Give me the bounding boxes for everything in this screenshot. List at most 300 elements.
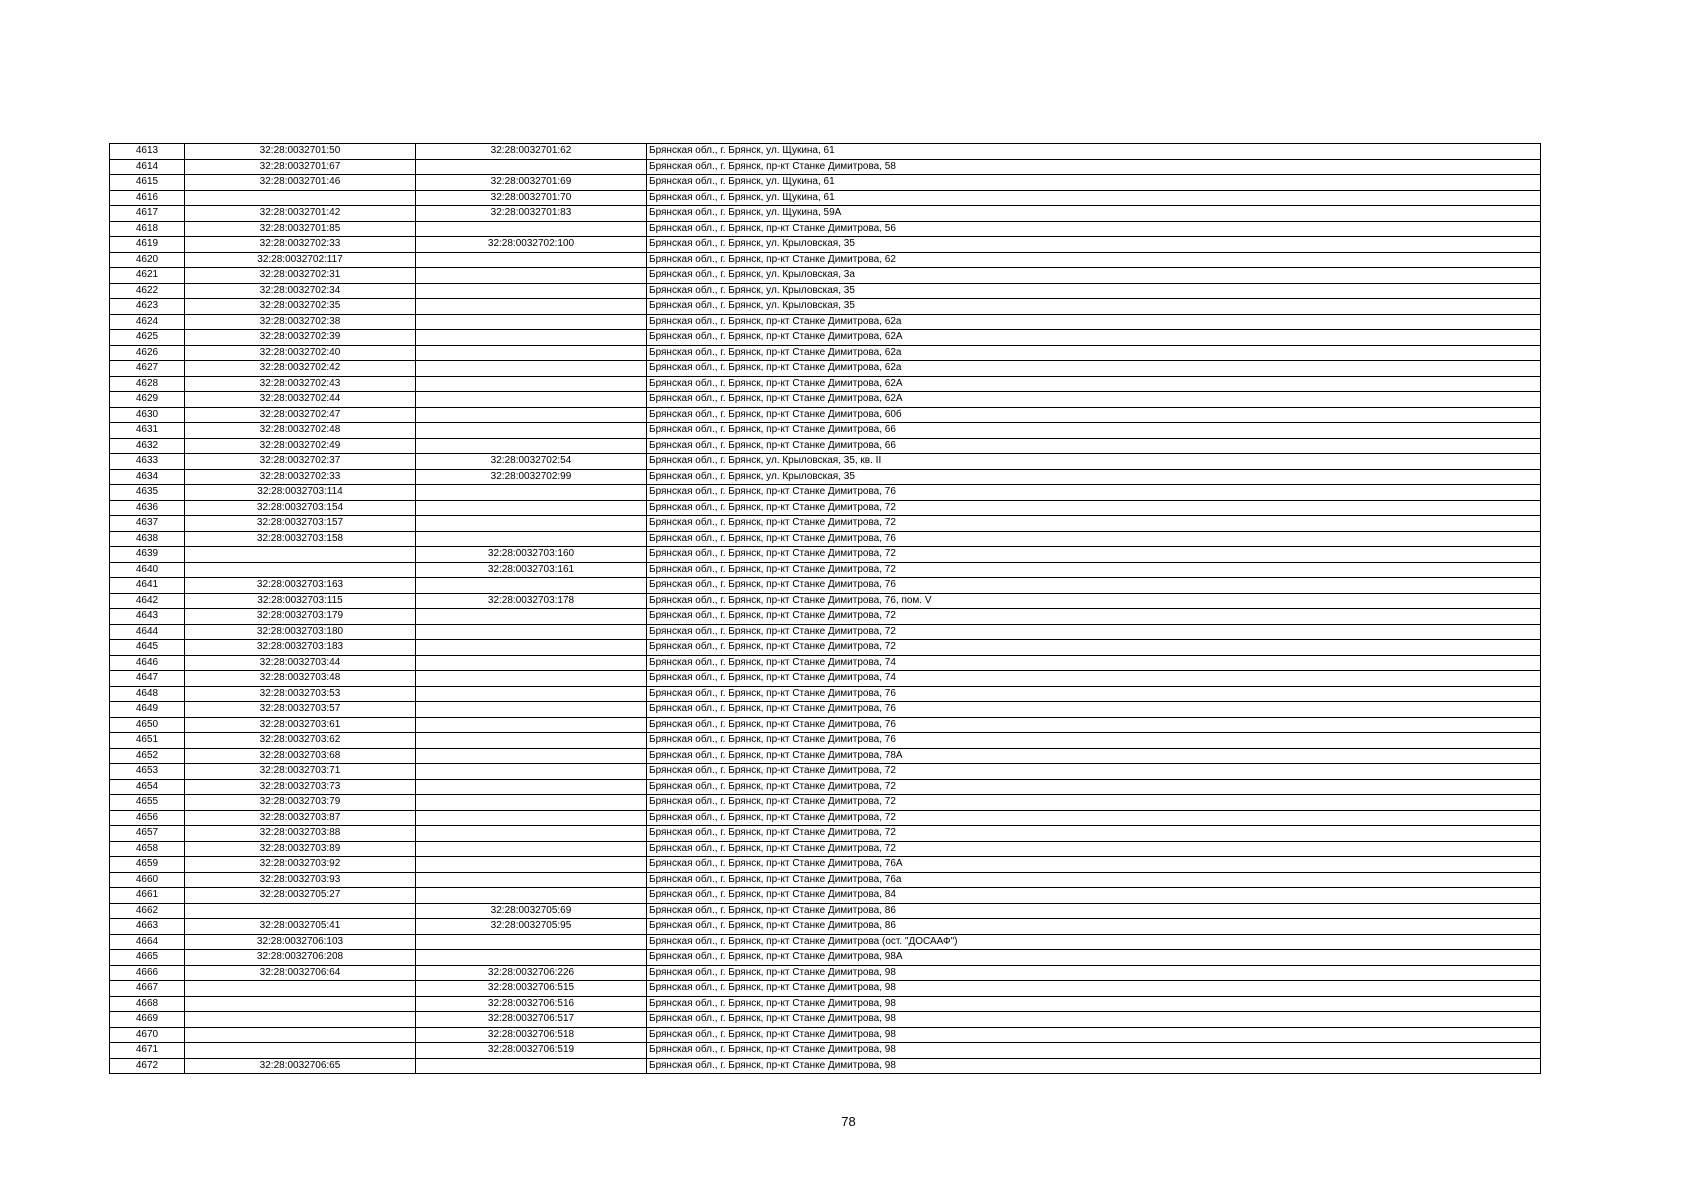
linked-cadastral-number-cell [416, 686, 647, 702]
linked-cadastral-number-cell [416, 221, 647, 237]
row-number-cell: 4633 [110, 454, 185, 470]
cadastral-number-cell: 32:28:0032703:93 [185, 872, 416, 888]
table-row [110, 361, 1541, 377]
table-row [110, 826, 1541, 842]
linked-cadastral-number-cell [416, 640, 647, 656]
address-cell: Брянская обл., г. Брянск, пр-кт Станке Димитрова, 98 [647, 1043, 1541, 1059]
table-row [110, 950, 1541, 966]
address-cell: Брянская обл., г. Брянск, пр-кт Станке Димитрова, 86 [647, 919, 1541, 935]
row-number-cell: 4625 [110, 330, 185, 346]
address-cell: Брянская обл., г. Брянск, ул. Крыловская, 35, кв. II [647, 454, 1541, 470]
row-number-cell: 4651 [110, 733, 185, 749]
row-number-cell: 4614 [110, 159, 185, 175]
address-cell: Брянская обл., г. Брянск, ул. Крыловская, 35 [647, 283, 1541, 299]
linked-cadastral-number-cell: 32:28:0032701:69 [416, 175, 647, 191]
table-row [110, 919, 1541, 935]
table-row [110, 1012, 1541, 1028]
address-cell: Брянская обл., г. Брянск, пр-кт Станке Димитрова, 98А [647, 950, 1541, 966]
linked-cadastral-number-cell [416, 314, 647, 330]
table-row [110, 888, 1541, 904]
cadastral-number-cell: 32:28:0032702:117 [185, 252, 416, 268]
table-row [110, 1043, 1541, 1059]
linked-cadastral-number-cell [416, 438, 647, 454]
address-cell: Брянская обл., г. Брянск, ул. Щукина, 61 [647, 144, 1541, 160]
address-cell: Брянская обл., г. Брянск, пр-кт Станке Димитрова, 62 [647, 252, 1541, 268]
row-number-cell: 4662 [110, 903, 185, 919]
row-number-cell: 4637 [110, 516, 185, 532]
table-row [110, 624, 1541, 640]
address-cell: Брянская обл., г. Брянск, пр-кт Станке Димитрова, 76 [647, 717, 1541, 733]
address-cell: Брянская обл., г. Брянск, пр-кт Станке Димитрова, 74 [647, 671, 1541, 687]
cadastral-number-cell: 32:28:0032702:35 [185, 299, 416, 315]
address-cell: Брянская обл., г. Брянск, ул. Щукина, 61 [647, 175, 1541, 191]
address-cell: Брянская обл., г. Брянск, пр-кт Станке Димитрова (ост. "ДОСААФ") [647, 934, 1541, 950]
row-number-cell: 4639 [110, 547, 185, 563]
address-cell: Брянская обл., г. Брянск, пр-кт Станке Димитрова, 66 [647, 438, 1541, 454]
linked-cadastral-number-cell: 32:28:0032703:178 [416, 593, 647, 609]
linked-cadastral-number-cell: 32:28:0032702:54 [416, 454, 647, 470]
row-number-cell: 4630 [110, 407, 185, 423]
address-cell: Брянская обл., г. Брянск, пр-кт Станке Димитрова, 86 [647, 903, 1541, 919]
row-number-cell: 4647 [110, 671, 185, 687]
cadastral-number-cell [185, 562, 416, 578]
linked-cadastral-number-cell [416, 702, 647, 718]
row-number-cell: 4667 [110, 981, 185, 997]
table-row [110, 392, 1541, 408]
address-cell: Брянская обл., г. Брянск, ул. Щукина, 59А [647, 206, 1541, 222]
table-row [110, 748, 1541, 764]
cadastral-number-cell: 32:28:0032703:61 [185, 717, 416, 733]
row-number-cell: 4657 [110, 826, 185, 842]
address-cell: Брянская обл., г. Брянск, пр-кт Станке Димитрова, 72 [647, 764, 1541, 780]
table-row [110, 1027, 1541, 1043]
address-cell: Брянская обл., г. Брянск, ул. Крыловская, 35 [647, 299, 1541, 315]
address-cell: Брянская обл., г. Брянск, пр-кт Станке Димитрова, 72 [647, 779, 1541, 795]
cadastral-number-cell: 32:28:0032706:65 [185, 1058, 416, 1074]
linked-cadastral-number-cell [416, 407, 647, 423]
linked-cadastral-number-cell [416, 655, 647, 671]
cadastral-number-cell: 32:28:0032703:180 [185, 624, 416, 640]
row-number-cell: 4622 [110, 283, 185, 299]
table-row [110, 268, 1541, 284]
cadastral-number-cell [185, 996, 416, 1012]
linked-cadastral-number-cell: 32:28:0032702:100 [416, 237, 647, 253]
row-number-cell: 4665 [110, 950, 185, 966]
table-row [110, 578, 1541, 594]
address-cell: Брянская обл., г. Брянск, пр-кт Станке Димитрова, 72 [647, 826, 1541, 842]
linked-cadastral-number-cell [416, 934, 647, 950]
table-row [110, 795, 1541, 811]
row-number-cell: 4650 [110, 717, 185, 733]
cadastral-number-cell: 32:28:0032703:115 [185, 593, 416, 609]
row-number-cell: 4648 [110, 686, 185, 702]
address-cell: Брянская обл., г. Брянск, ул. Крыловская, 3а [647, 268, 1541, 284]
row-number-cell: 4670 [110, 1027, 185, 1043]
linked-cadastral-number-cell [416, 376, 647, 392]
linked-cadastral-number-cell [416, 810, 647, 826]
row-number-cell: 4629 [110, 392, 185, 408]
row-number-cell: 4660 [110, 872, 185, 888]
row-number-cell: 4653 [110, 764, 185, 780]
table-row [110, 671, 1541, 687]
table-row [110, 841, 1541, 857]
row-number-cell: 4632 [110, 438, 185, 454]
address-cell: Брянская обл., г. Брянск, пр-кт Станке Димитрова, 62а [647, 361, 1541, 377]
row-number-cell: 4655 [110, 795, 185, 811]
table-row [110, 1058, 1541, 1074]
table-row [110, 717, 1541, 733]
linked-cadastral-number-cell [416, 748, 647, 764]
cadastral-number-cell: 32:28:0032703:114 [185, 485, 416, 501]
cadastral-number-cell: 32:28:0032702:33 [185, 237, 416, 253]
table-row [110, 686, 1541, 702]
cadastral-number-cell: 32:28:0032702:48 [185, 423, 416, 439]
address-cell: Брянская обл., г. Брянск, пр-кт Станке Димитрова, 72 [647, 500, 1541, 516]
cadastral-number-cell: 32:28:0032703:79 [185, 795, 416, 811]
row-number-cell: 4654 [110, 779, 185, 795]
linked-cadastral-number-cell: 32:28:0032703:161 [416, 562, 647, 578]
row-number-cell: 4661 [110, 888, 185, 904]
table-row [110, 996, 1541, 1012]
linked-cadastral-number-cell [416, 159, 647, 175]
row-number-cell: 4628 [110, 376, 185, 392]
cadastral-number-cell: 32:28:0032703:154 [185, 500, 416, 516]
cadastral-number-cell: 32:28:0032703:88 [185, 826, 416, 842]
row-number-cell: 4666 [110, 965, 185, 981]
row-number-cell: 4671 [110, 1043, 185, 1059]
cadastral-number-cell: 32:28:0032702:37 [185, 454, 416, 470]
row-number-cell: 4668 [110, 996, 185, 1012]
row-number-cell: 4624 [110, 314, 185, 330]
table-row [110, 469, 1541, 485]
linked-cadastral-number-cell [416, 826, 647, 842]
address-cell: Брянская обл., г. Брянск, пр-кт Станке Димитрова, 72 [647, 841, 1541, 857]
table-row [110, 500, 1541, 516]
table-row [110, 175, 1541, 191]
linked-cadastral-number-cell: 32:28:0032705:69 [416, 903, 647, 919]
address-cell: Брянская обл., г. Брянск, пр-кт Станке Димитрова, 78А [647, 748, 1541, 764]
address-cell: Брянская обл., г. Брянск, пр-кт Станке Димитрова, 72 [647, 562, 1541, 578]
cadastral-number-cell: 32:28:0032703:62 [185, 733, 416, 749]
cadastral-number-cell [185, 981, 416, 997]
cadastral-number-cell: 32:28:0032702:31 [185, 268, 416, 284]
address-cell: Брянская обл., г. Брянск, пр-кт Станке Димитрова, 66 [647, 423, 1541, 439]
row-number-cell: 4645 [110, 640, 185, 656]
row-number-cell: 4615 [110, 175, 185, 191]
table-row [110, 903, 1541, 919]
address-cell: Брянская обл., г. Брянск, пр-кт Станке Димитрова, 76 [647, 531, 1541, 547]
linked-cadastral-number-cell: 32:28:0032702:99 [416, 469, 647, 485]
address-cell: Брянская обл., г. Брянск, пр-кт Станке Димитрова, 72 [647, 795, 1541, 811]
row-number-cell: 4616 [110, 190, 185, 206]
linked-cadastral-number-cell [416, 841, 647, 857]
cadastral-number-cell: 32:28:0032703:71 [185, 764, 416, 780]
address-cell: Брянская обл., г. Брянск, пр-кт Станке Димитрова, 60б [647, 407, 1541, 423]
linked-cadastral-number-cell [416, 485, 647, 501]
linked-cadastral-number-cell [416, 516, 647, 532]
linked-cadastral-number-cell [416, 888, 647, 904]
cadastral-number-cell: 32:28:0032702:49 [185, 438, 416, 454]
row-number-cell: 4642 [110, 593, 185, 609]
address-cell: Брянская обл., г. Брянск, пр-кт Станке Димитрова, 62А [647, 376, 1541, 392]
table-row [110, 345, 1541, 361]
cadastral-number-cell: 32:28:0032701:46 [185, 175, 416, 191]
row-number-cell: 4652 [110, 748, 185, 764]
row-number-cell: 4621 [110, 268, 185, 284]
linked-cadastral-number-cell: 32:28:0032706:516 [416, 996, 647, 1012]
address-cell: Брянская обл., г. Брянск, пр-кт Станке Димитрова, 72 [647, 810, 1541, 826]
linked-cadastral-number-cell [416, 299, 647, 315]
address-cell: Брянская обл., г. Брянск, пр-кт Станке Димитрова, 62А [647, 330, 1541, 346]
cadastral-number-cell: 32:28:0032706:64 [185, 965, 416, 981]
cadastral-number-cell [185, 1027, 416, 1043]
cadastral-table [109, 143, 1541, 1074]
cadastral-number-cell: 32:28:0032706:103 [185, 934, 416, 950]
linked-cadastral-number-cell [416, 733, 647, 749]
address-cell: Брянская обл., г. Брянск, ул. Щукина, 61 [647, 190, 1541, 206]
address-cell: Брянская обл., г. Брянск, пр-кт Станке Димитрова, 72 [647, 547, 1541, 563]
table-row [110, 252, 1541, 268]
cadastral-number-cell: 32:28:0032703:183 [185, 640, 416, 656]
cadastral-number-cell: 32:28:0032703:179 [185, 609, 416, 625]
linked-cadastral-number-cell: 32:28:0032706:517 [416, 1012, 647, 1028]
cadastral-number-cell [185, 1012, 416, 1028]
linked-cadastral-number-cell [416, 392, 647, 408]
table-row [110, 562, 1541, 578]
table-row [110, 423, 1541, 439]
address-cell: Брянская обл., г. Брянск, пр-кт Станке Димитрова, 84 [647, 888, 1541, 904]
address-cell: Брянская обл., г. Брянск, пр-кт Станке Димитрова, 72 [647, 609, 1541, 625]
linked-cadastral-number-cell: 32:28:0032706:518 [416, 1027, 647, 1043]
cadastral-number-cell [185, 547, 416, 563]
table-row [110, 438, 1541, 454]
linked-cadastral-number-cell [416, 283, 647, 299]
cadastral-number-cell: 32:28:0032703:158 [185, 531, 416, 547]
address-cell: Брянская обл., г. Брянск, пр-кт Станке Димитрова, 72 [647, 516, 1541, 532]
address-cell: Брянская обл., г. Брянск, пр-кт Станке Димитрова, 76 [647, 686, 1541, 702]
address-cell: Брянская обл., г. Брянск, пр-кт Станке Димитрова, 76 [647, 485, 1541, 501]
cadastral-number-cell: 32:28:0032702:33 [185, 469, 416, 485]
cadastral-number-cell: 32:28:0032703:89 [185, 841, 416, 857]
cadastral-number-cell: 32:28:0032702:43 [185, 376, 416, 392]
row-number-cell: 4663 [110, 919, 185, 935]
address-cell: Брянская обл., г. Брянск, пр-кт Станке Димитрова, 76, пом. V [647, 593, 1541, 609]
cadastral-number-cell [185, 1043, 416, 1059]
address-cell: Брянская обл., г. Брянск, пр-кт Станке Димитрова, 62А [647, 392, 1541, 408]
row-number-cell: 4658 [110, 841, 185, 857]
linked-cadastral-number-cell [416, 268, 647, 284]
cadastral-number-cell: 32:28:0032703:73 [185, 779, 416, 795]
address-cell: Брянская обл., г. Брянск, пр-кт Станке Димитрова, 76а [647, 872, 1541, 888]
row-number-cell: 4641 [110, 578, 185, 594]
linked-cadastral-number-cell [416, 609, 647, 625]
cadastral-number-cell: 32:28:0032702:44 [185, 392, 416, 408]
row-number-cell: 4620 [110, 252, 185, 268]
table-row [110, 733, 1541, 749]
address-cell: Брянская обл., г. Брянск, пр-кт Станке Димитрова, 62а [647, 345, 1541, 361]
linked-cadastral-number-cell: 32:28:0032701:70 [416, 190, 647, 206]
linked-cadastral-number-cell [416, 624, 647, 640]
linked-cadastral-number-cell [416, 578, 647, 594]
cadastral-number-cell: 32:28:0032702:39 [185, 330, 416, 346]
address-cell: Брянская обл., г. Брянск, пр-кт Станке Димитрова, 62а [647, 314, 1541, 330]
linked-cadastral-number-cell: 32:28:0032706:515 [416, 981, 647, 997]
cadastral-number-cell: 32:28:0032703:157 [185, 516, 416, 532]
linked-cadastral-number-cell: 32:28:0032705:95 [416, 919, 647, 935]
linked-cadastral-number-cell: 32:28:0032706:519 [416, 1043, 647, 1059]
linked-cadastral-number-cell: 32:28:0032703:160 [416, 547, 647, 563]
linked-cadastral-number-cell [416, 671, 647, 687]
linked-cadastral-number-cell [416, 330, 647, 346]
linked-cadastral-number-cell [416, 779, 647, 795]
cadastral-number-cell: 32:28:0032701:50 [185, 144, 416, 160]
address-cell: Брянская обл., г. Брянск, пр-кт Станке Димитрова, 56 [647, 221, 1541, 237]
row-number-cell: 4631 [110, 423, 185, 439]
linked-cadastral-number-cell [416, 531, 647, 547]
address-cell: Брянская обл., г. Брянск, пр-кт Станке Димитрова, 76 [647, 702, 1541, 718]
table-row [110, 314, 1541, 330]
table-row [110, 376, 1541, 392]
row-number-cell: 4646 [110, 655, 185, 671]
cadastral-number-cell [185, 190, 416, 206]
table-row [110, 965, 1541, 981]
address-cell: Брянская обл., г. Брянск, ул. Крыловская, 35 [647, 469, 1541, 485]
table-row [110, 454, 1541, 470]
row-number-cell: 4649 [110, 702, 185, 718]
cadastral-number-cell: 32:28:0032703:163 [185, 578, 416, 594]
cadastral-number-cell: 32:28:0032705:41 [185, 919, 416, 935]
row-number-cell: 4659 [110, 857, 185, 873]
linked-cadastral-number-cell [416, 795, 647, 811]
table-row [110, 407, 1541, 423]
table-row [110, 702, 1541, 718]
row-number-cell: 4627 [110, 361, 185, 377]
table-row [110, 810, 1541, 826]
cadastral-number-cell: 32:28:0032701:42 [185, 206, 416, 222]
row-number-cell: 4640 [110, 562, 185, 578]
page-number: 78 [841, 1114, 856, 1129]
linked-cadastral-number-cell: 32:28:0032706:226 [416, 965, 647, 981]
cadastral-number-cell: 32:28:0032702:34 [185, 283, 416, 299]
table-row [110, 934, 1541, 950]
table-row [110, 283, 1541, 299]
address-cell: Брянская обл., г. Брянск, пр-кт Станке Димитрова, 98 [647, 996, 1541, 1012]
row-number-cell: 4619 [110, 237, 185, 253]
linked-cadastral-number-cell [416, 500, 647, 516]
cadastral-number-cell: 32:28:0032702:40 [185, 345, 416, 361]
linked-cadastral-number-cell [416, 252, 647, 268]
address-cell: Брянская обл., г. Брянск, пр-кт Станке Димитрова, 98 [647, 1027, 1541, 1043]
table-row [110, 609, 1541, 625]
row-number-cell: 4623 [110, 299, 185, 315]
linked-cadastral-number-cell [416, 764, 647, 780]
address-cell: Брянская обл., г. Брянск, пр-кт Станке Димитрова, 72 [647, 640, 1541, 656]
cadastral-number-cell: 32:28:0032702:42 [185, 361, 416, 377]
row-number-cell: 4634 [110, 469, 185, 485]
cadastral-number-cell: 32:28:0032702:38 [185, 314, 416, 330]
cadastral-number-cell: 32:28:0032703:53 [185, 686, 416, 702]
table-body [110, 144, 1541, 1074]
linked-cadastral-number-cell [416, 872, 647, 888]
table-row [110, 299, 1541, 315]
table-row [110, 485, 1541, 501]
table-row [110, 593, 1541, 609]
address-cell: Брянская обл., г. Брянск, ул. Крыловская, 35 [647, 237, 1541, 253]
row-number-cell: 4643 [110, 609, 185, 625]
address-cell: Брянская обл., г. Брянск, пр-кт Станке Димитрова, 58 [647, 159, 1541, 175]
row-number-cell: 4644 [110, 624, 185, 640]
row-number-cell: 4617 [110, 206, 185, 222]
table-row [110, 872, 1541, 888]
address-cell: Брянская обл., г. Брянск, пр-кт Станке Димитрова, 98 [647, 965, 1541, 981]
address-cell: Брянская обл., г. Брянск, пр-кт Станке Димитрова, 76А [647, 857, 1541, 873]
table-row [110, 981, 1541, 997]
cadastral-number-cell [185, 903, 416, 919]
table-row [110, 779, 1541, 795]
address-cell: Брянская обл., г. Брянск, пр-кт Станке Димитрова, 76 [647, 733, 1541, 749]
row-number-cell: 4618 [110, 221, 185, 237]
row-number-cell: 4656 [110, 810, 185, 826]
table-row [110, 144, 1541, 160]
row-number-cell: 4636 [110, 500, 185, 516]
table-row [110, 764, 1541, 780]
linked-cadastral-number-cell: 32:28:0032701:62 [416, 144, 647, 160]
table-row [110, 190, 1541, 206]
cadastral-number-cell: 32:28:0032701:85 [185, 221, 416, 237]
table-row [110, 640, 1541, 656]
table-row [110, 516, 1541, 532]
table-row [110, 857, 1541, 873]
row-number-cell: 4626 [110, 345, 185, 361]
table-row [110, 221, 1541, 237]
linked-cadastral-number-cell [416, 950, 647, 966]
linked-cadastral-number-cell [416, 717, 647, 733]
row-number-cell: 4672 [110, 1058, 185, 1074]
address-cell: Брянская обл., г. Брянск, пр-кт Станке Димитрова, 98 [647, 981, 1541, 997]
row-number-cell: 4664 [110, 934, 185, 950]
cadastral-number-cell: 32:28:0032703:57 [185, 702, 416, 718]
row-number-cell: 4669 [110, 1012, 185, 1028]
address-cell: Брянская обл., г. Брянск, пр-кт Станке Димитрова, 76 [647, 578, 1541, 594]
cadastral-number-cell: 32:28:0032703:48 [185, 671, 416, 687]
cadastral-number-cell: 32:28:0032702:47 [185, 407, 416, 423]
address-cell: Брянская обл., г. Брянск, пр-кт Станке Димитрова, 74 [647, 655, 1541, 671]
cadastral-number-cell: 32:28:0032701:67 [185, 159, 416, 175]
cadastral-number-cell: 32:28:0032706:208 [185, 950, 416, 966]
table-row [110, 237, 1541, 253]
table-row [110, 547, 1541, 563]
row-number-cell: 4613 [110, 144, 185, 160]
linked-cadastral-number-cell: 32:28:0032701:83 [416, 206, 647, 222]
address-cell: Брянская обл., г. Брянск, пр-кт Станке Димитрова, 72 [647, 624, 1541, 640]
linked-cadastral-number-cell [416, 857, 647, 873]
linked-cadastral-number-cell [416, 1058, 647, 1074]
cadastral-number-cell: 32:28:0032703:68 [185, 748, 416, 764]
cadastral-number-cell: 32:28:0032703:92 [185, 857, 416, 873]
table-row [110, 655, 1541, 671]
cadastral-number-cell: 32:28:0032703:87 [185, 810, 416, 826]
row-number-cell: 4638 [110, 531, 185, 547]
linked-cadastral-number-cell [416, 345, 647, 361]
cadastral-number-cell: 32:28:0032705:27 [185, 888, 416, 904]
table-row [110, 330, 1541, 346]
table-row [110, 206, 1541, 222]
cadastral-number-cell: 32:28:0032703:44 [185, 655, 416, 671]
row-number-cell: 4635 [110, 485, 185, 501]
table-row [110, 159, 1541, 175]
linked-cadastral-number-cell [416, 423, 647, 439]
address-cell: Брянская обл., г. Брянск, пр-кт Станке Димитрова, 98 [647, 1058, 1541, 1074]
